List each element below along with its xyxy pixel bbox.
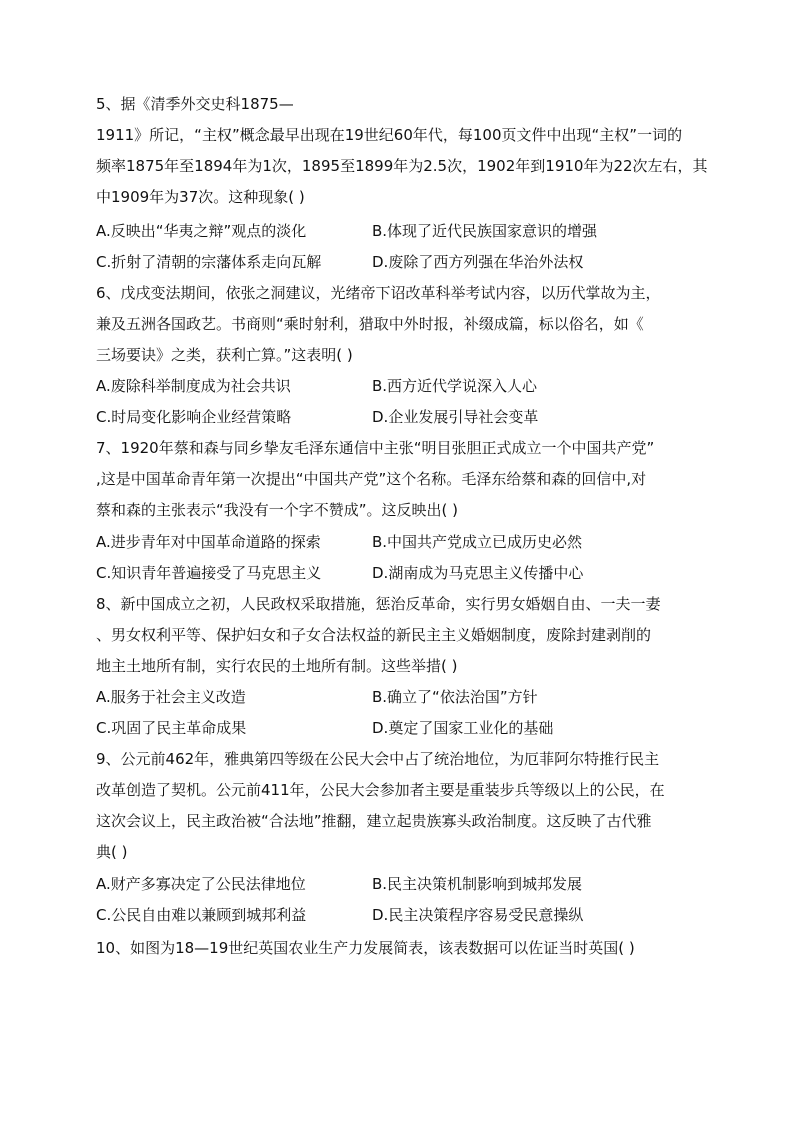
question-7-option-a[interactable]: A.进步青年对中国革命道路的探索 <box>96 533 321 551</box>
question-7-stem-line-1: 7、1920年蔡和森与同乡挚友毛泽东通信中主张“明目张胆正式成立一个中国共产党” <box>96 439 655 457</box>
question-7-option-c[interactable]: C.知识青年普遍接受了马克思主义 <box>96 564 322 582</box>
question-9-stem-line-3: 这次会议上，民主政治被“合法地”推翻，建立起贵族寡头政治制度。这反映了古代雅 <box>96 812 652 830</box>
question-5-option-d[interactable]: D.废除了西方列强在华治外法权 <box>372 253 584 271</box>
question-9-stem-line-2: 改革创造了契机。公元前411年，公民大会参加者主要是重装步兵等级以上的公民，在 <box>96 781 665 799</box>
question-6-option-a[interactable]: A.废除科举制度成为社会共识 <box>96 377 291 395</box>
question-8-option-d[interactable]: D.奠定了国家工业化的基础 <box>372 719 554 737</box>
question-5-option-b[interactable]: B.体现了近代民族国家意识的增强 <box>372 222 598 240</box>
question-7-option-b[interactable]: B.中国共产党成立已成历史必然 <box>372 533 583 551</box>
question-7-option-d[interactable]: D.湖南成为马克思主义传播中心 <box>372 564 584 582</box>
question-9-option-a[interactable]: A.财产多寡决定了公民法律地位 <box>96 875 306 893</box>
question-7-stem-line-3: 蔡和森的主张表示“我没有一个字不赞成”。这反映出( ) <box>96 501 459 519</box>
question-8-option-b[interactable]: B.确立了“依法治国”方针 <box>372 688 538 706</box>
question-6-option-b[interactable]: B.西方近代学说深入人心 <box>372 377 538 395</box>
question-5-option-a[interactable]: A.反映出“华夷之辩”观点的淡化 <box>96 222 307 240</box>
question-8-option-a[interactable]: A.服务于社会主义改造 <box>96 688 246 706</box>
question-8-stem-line-1: 8、新中国成立之初，人民政权采取措施，惩治反革命，实行男女婚姻自由、一夫一妻 <box>96 595 661 613</box>
question-6-stem-line-2: 兼及五洲各国政艺。书商则“乘时射利，猎取中外时报，补缀成篇，标以俗名，如《 <box>96 315 644 333</box>
question-6-stem-line-1: 6、戊戌变法期间，依张之洞建议，光绪帝下诏改革科举考试内容，以历代掌故为主， <box>96 284 661 302</box>
question-9-option-b[interactable]: B.民主决策机制影响到城邦发展 <box>372 875 583 893</box>
question-8-option-c[interactable]: C.巩固了民主革命成果 <box>96 719 247 737</box>
question-9-stem-line-4: 典( ) <box>96 843 128 861</box>
question-5-option-c[interactable]: C.折射了清朝的宗藩体系走向瓦解 <box>96 253 322 271</box>
question-5-stem-line-4: 中1909年为37次。这种现象( ) <box>96 188 305 206</box>
question-6-option-d[interactable]: D.企业发展引导社会变革 <box>372 408 539 426</box>
question-5-stem-line-3: 频率1875年至1894年为1次，1895至1899年为2.5次，1902年到1910年为22次左右，其 <box>96 157 708 175</box>
question-9-option-c[interactable]: C.公民自由难以兼顾到城邦利益 <box>96 906 307 924</box>
question-5-stem-line-2: 1911》所记，“主权”概念最早出现在19世纪60年代，每100页文件中出现“主权”一词的 <box>96 126 683 144</box>
question-9-option-d[interactable]: D.民主决策程序容易受民意操纵 <box>372 906 584 924</box>
question-6-option-c[interactable]: C.时局变化影响企业经营策略 <box>96 408 292 426</box>
question-10-stem-line-1: 10、如图为18—19世纪英国农业生产力发展简表，该表数据可以佐证当时英国( ) <box>96 939 635 957</box>
question-8-stem-line-3: 地主土地所有制，实行农民的土地所有制。这些举措( ) <box>96 657 458 675</box>
question-6-stem-line-3: 三场要诀》之类，获利亡算。”这表明( ) <box>96 346 353 364</box>
question-7-stem-line-2: ,这是中国革命青年第一次提出“中国共产党”这个名称。毛泽东给蔡和森的回信中,对 <box>96 470 647 488</box>
question-9-stem-line-1: 9、公元前462年，雅典第四等级在公民大会中占了统治地位，为厄菲阿尔特推行民主 <box>96 750 660 768</box>
question-5-stem-line-1: 5、据《清季外交史科1875— <box>96 95 294 113</box>
question-8-stem-line-2: 、男女权利平等、保护妇女和子女合法权益的新民主主义婚姻制度，废除封建剥削的 <box>96 626 652 644</box>
